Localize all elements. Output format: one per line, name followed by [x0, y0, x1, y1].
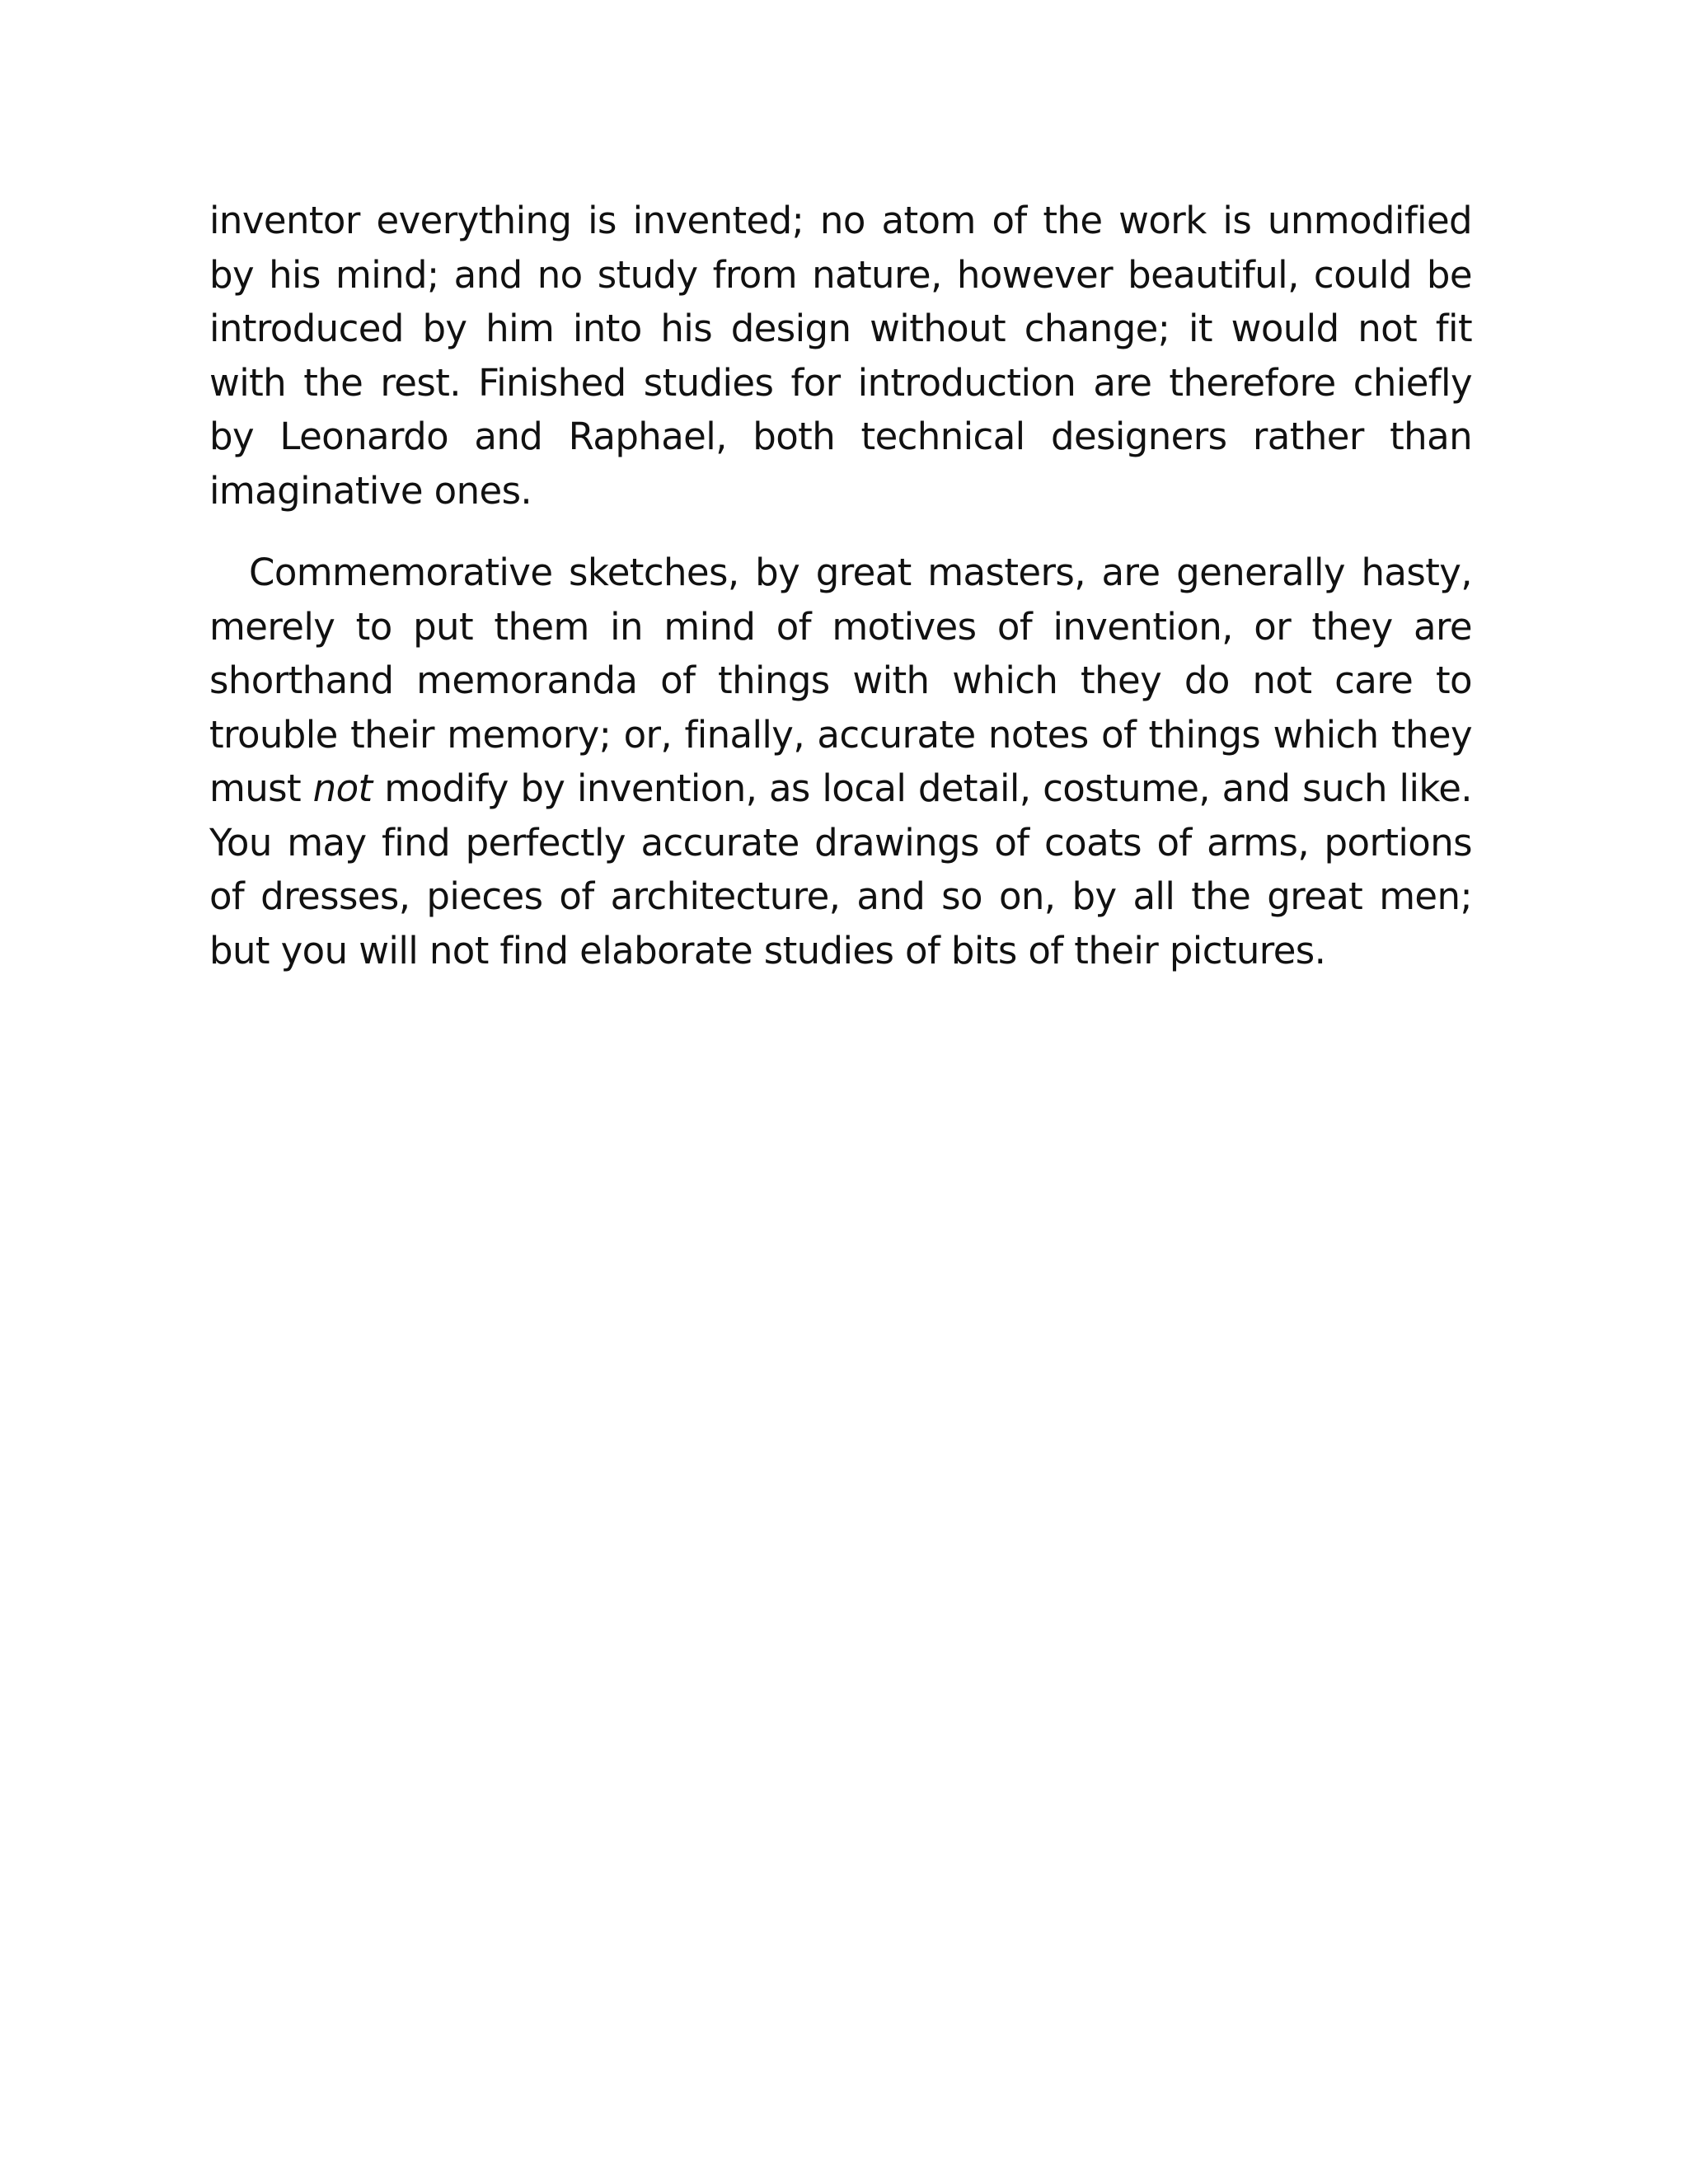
- paragraph-2-text-start: Commemorative sketches, by great masters, are generally hasty, merely to put them in mind of motives of invention, or they are shorthand memoranda of things with which they do not care to trouble their memory; or, finally, accurate notes of things which they must: [209, 551, 1472, 810]
- paragraph-2-italic-word: not: [312, 766, 373, 810]
- body-text: [209, 194, 1472, 977]
- paragraph-2: [209, 546, 1472, 977]
- paragraph-1: [209, 194, 1472, 518]
- paragraph-1-text: inventor everything is invented; no atom of the work is unmodified by his mind; and no study from nature, however beautiful, could be introduced by him into his design without change; it would not fit with the rest. Finished studies for introduction are therefore chiefly by Leonardo and Raphael, both technical designers rather than imaginative ones.: [209, 199, 1472, 513]
- paragraph-2-text-end: modify by invention, as local detail, costume, and such like. You may find perfectly accurate drawings of coats of arms, portions of dresses, pieces of architecture, and so on, by all the great men; but you will not find elaborate studies of bits of their pictures.: [209, 766, 1472, 972]
